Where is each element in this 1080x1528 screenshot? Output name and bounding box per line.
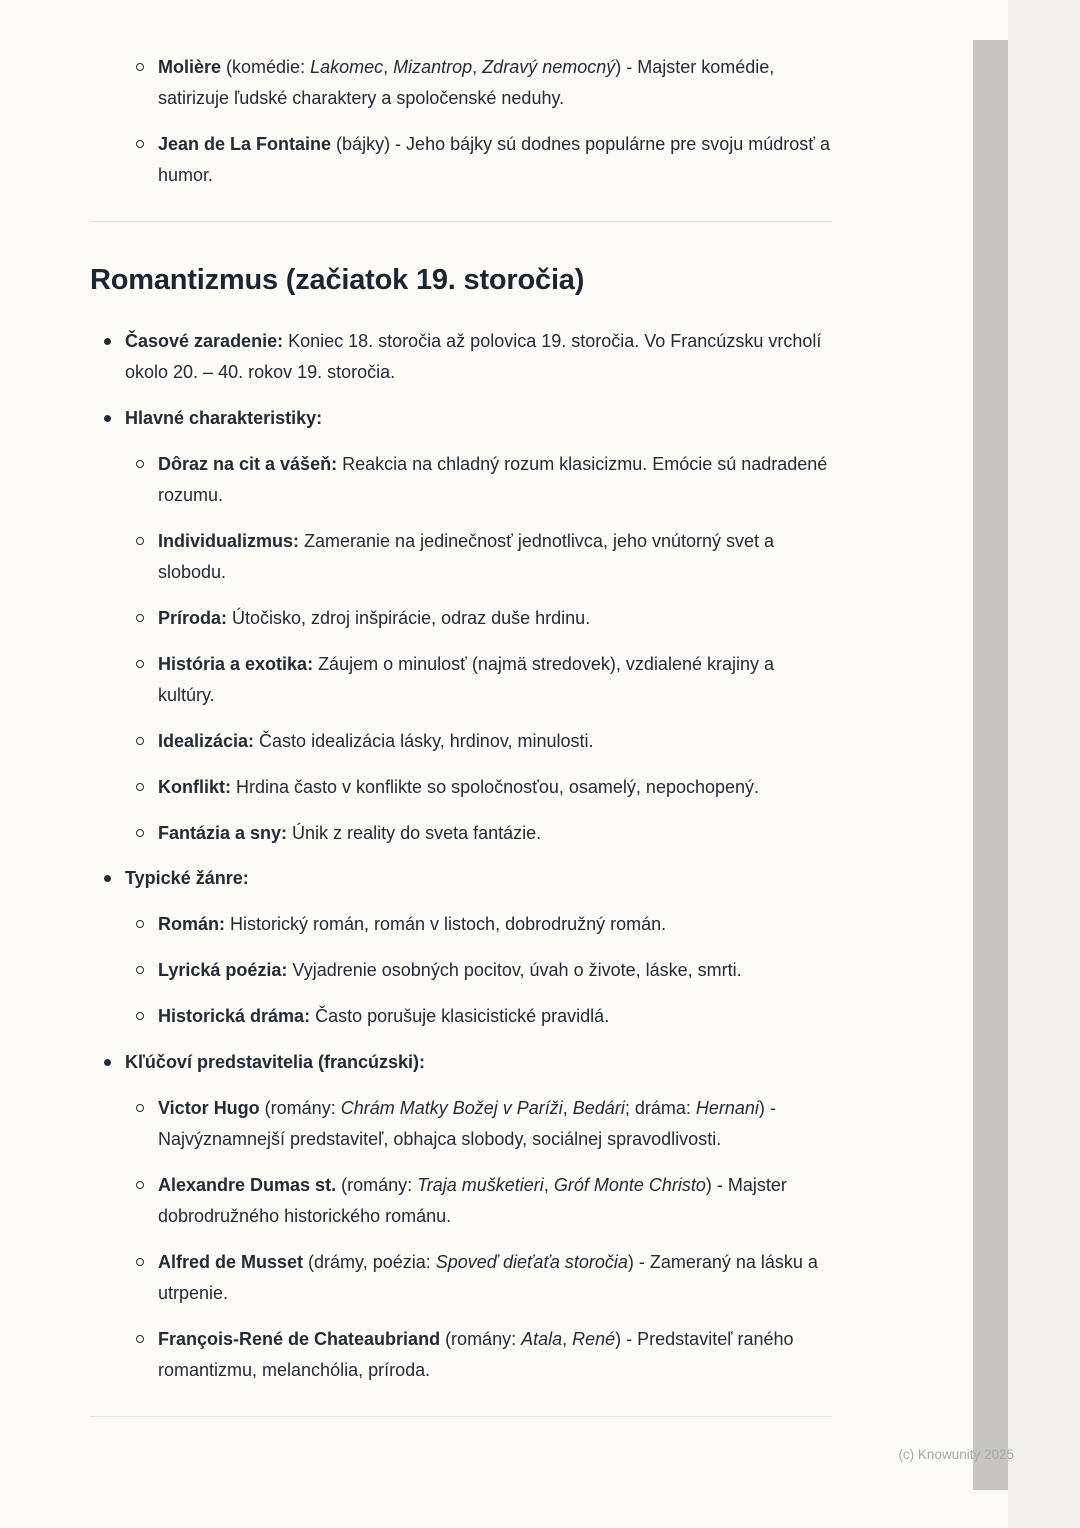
list-item	[90, 955, 832, 986]
list-item-text	[158, 726, 832, 757]
bold-text: Kľúčoví predstavitelia (francúzski):	[125, 1052, 426, 1073]
list-item-text	[158, 1170, 832, 1232]
list-item	[90, 772, 832, 803]
plain-text: Únik z reality do sveta fantázie.	[287, 822, 542, 843]
document-body	[90, 52, 832, 1417]
bold-text: Idealizácia:	[158, 730, 255, 751]
bold-text: Victor Hugo	[158, 1098, 260, 1119]
circle-bullet-icon	[136, 1104, 144, 1112]
list-item	[90, 52, 832, 114]
italic-title-text: Bedári	[572, 1098, 625, 1119]
section-heading: Romantizmus (začiatok 19. storočia)	[90, 263, 585, 296]
bold-text: Alfred de Musset	[158, 1252, 304, 1273]
italic-title-text: René	[572, 1328, 616, 1349]
bullet-list	[90, 326, 832, 1386]
italic-title-text: Atala	[521, 1328, 563, 1349]
plain-text: ) - Predstaviteľ raného romantizmu, melanchólia, príroda.	[158, 1328, 794, 1380]
circle-bullet-icon	[136, 614, 144, 622]
list-item	[90, 863, 832, 894]
bold-text: Lyrická poézia:	[158, 960, 288, 981]
plain-text: ,	[562, 1328, 573, 1349]
list-item-text	[158, 1324, 832, 1386]
circle-bullet-icon	[136, 1012, 144, 1020]
list-item-text	[158, 603, 832, 634]
list-item-text	[158, 526, 832, 588]
bold-text: Časové zaradenie:	[125, 331, 284, 352]
plain-text: Reakcia na chladný rozum klasicizmu. Emócie sú nadradené rozumu.	[158, 453, 828, 505]
plain-text: ; dráma:	[624, 1098, 696, 1119]
circle-bullet-icon	[136, 63, 144, 71]
italic-title-text: Traja mušketieri	[417, 1175, 544, 1196]
list-item-text	[125, 1047, 832, 1078]
list-item	[90, 1170, 832, 1232]
plain-text: ) - Majster komédie, satirizuje ľudské charaktery a spoločenské neduhy.	[158, 57, 775, 108]
plain-text: ) - Majster dobrodružného historického románu.	[158, 1175, 787, 1227]
list-item-text	[158, 449, 832, 511]
list-item-text	[158, 1247, 832, 1309]
bold-text: Jean de La Fontaine	[158, 133, 332, 154]
plain-text: ,	[543, 1175, 554, 1196]
circle-bullet-icon	[136, 460, 144, 468]
circle-bullet-icon	[136, 783, 144, 791]
plain-text: (komédie:	[221, 57, 311, 77]
italic-title-text: Zdravý nemocný	[482, 57, 616, 77]
list-item-text	[158, 129, 832, 191]
list-item	[90, 526, 832, 588]
italic-title-text: Spoveď dieťaťa storočia	[435, 1252, 628, 1273]
list-item-text	[158, 52, 832, 114]
list-item	[90, 449, 832, 511]
plain-text: Často idealizácia lásky, hrdinov, minulosti.	[254, 730, 594, 751]
bold-text: Román:	[158, 914, 225, 935]
bold-text: Typické žánre:	[125, 868, 249, 889]
plain-text: (romány:	[259, 1098, 341, 1119]
bold-text: Individualizmus:	[158, 530, 300, 551]
list-item	[90, 1047, 832, 1078]
circle-bullet-icon	[136, 1335, 144, 1343]
list-item-text	[125, 863, 832, 894]
plain-text: ,	[562, 1098, 573, 1119]
list-item	[90, 603, 832, 634]
section-divider	[90, 1416, 832, 1417]
plain-text: ) - Zameraný na lásku a utrpenie.	[158, 1252, 818, 1303]
list-item	[90, 818, 832, 849]
bold-text: Molière	[158, 57, 222, 77]
list-item	[90, 726, 832, 757]
list-item-text	[158, 1093, 832, 1155]
bold-text: Alexandre Dumas st.	[158, 1175, 337, 1196]
plain-text: (romány:	[336, 1175, 418, 1196]
plain-text: (romány:	[440, 1328, 522, 1349]
plain-text: Historický román, román v listoch, dobrodružný román.	[225, 914, 667, 935]
list-item	[90, 1001, 832, 1032]
circle-bullet-icon	[136, 737, 144, 745]
circle-bullet-icon	[136, 829, 144, 837]
list-item	[90, 326, 832, 388]
list-item-text	[125, 326, 832, 388]
disc-bullet-icon	[104, 1059, 111, 1066]
italic-title-text: Gróf Monte Christo	[553, 1175, 706, 1196]
list-item-text	[158, 649, 832, 711]
plain-text: (drámy, poézia:	[303, 1252, 436, 1273]
list-item-text	[158, 818, 832, 849]
bold-text: História a exotika:	[158, 653, 314, 674]
bold-text: Fantázia a sny:	[158, 822, 288, 843]
plain-text: ,	[472, 57, 483, 77]
bullet-list	[90, 52, 832, 191]
copyright-watermark: (c) Knowunity 2025	[898, 1447, 1014, 1462]
section-divider	[90, 221, 832, 222]
italic-title-text: Mizantrop	[393, 57, 473, 77]
list-item-text	[125, 403, 832, 434]
plain-text: Koniec 18. storočia až polovica 19. storočia. Vo Francúzsku vrcholí okolo 20. – 40. rokov 19. storočia.	[125, 331, 822, 383]
plain-text: Útočisko, zdroj inšpirácie, odraz duše hrdinu.	[227, 607, 591, 628]
italic-title-text: Chrám Matky Božej v Paríži	[340, 1098, 563, 1119]
list-item-text	[158, 909, 832, 940]
bold-text: Hlavné charakteristiky:	[125, 407, 323, 428]
disc-bullet-icon	[104, 875, 111, 882]
bold-text: Dôraz na cit a vášeň:	[158, 453, 338, 474]
plain-text: (bájky) - Jeho bájky sú dodnes populárne pre svoju múdrosť a humor.	[158, 133, 831, 185]
plain-text: Záujem o minulosť (najmä stredovek), vzdialené krajiny a kultúry.	[158, 653, 775, 705]
list-item-text	[158, 1001, 832, 1032]
circle-bullet-icon	[136, 1181, 144, 1189]
list-item	[90, 403, 832, 434]
bold-text: Konflikt:	[158, 776, 231, 797]
circle-bullet-icon	[136, 920, 144, 928]
document-content	[90, 0, 832, 1417]
list-item-text	[158, 772, 832, 803]
scrollbar-thumb[interactable]	[973, 40, 1008, 1490]
list-item	[90, 129, 832, 191]
plain-text: Často porušuje klasicistické pravidlá.	[310, 1006, 610, 1027]
circle-bullet-icon	[136, 537, 144, 545]
circle-bullet-icon	[136, 966, 144, 974]
list-item	[90, 1093, 832, 1155]
disc-bullet-icon	[104, 338, 111, 345]
plain-text: Vyjadrenie osobných pocitov, úvah o živote, láske, smrti.	[287, 960, 742, 981]
bold-text: Historická dráma:	[158, 1006, 311, 1027]
plain-text: ,	[383, 57, 394, 77]
circle-bullet-icon	[136, 140, 144, 148]
bold-text: Príroda:	[158, 607, 228, 628]
italic-title-text: Lakomec	[310, 57, 384, 77]
list-item	[90, 909, 832, 940]
bold-text: François-René de Chateaubriand	[158, 1328, 441, 1349]
plain-text: ) - Najvýznamnejší predstaviteľ, obhajca slobody, sociálnej spravodlivosti.	[158, 1098, 776, 1150]
circle-bullet-icon	[136, 1258, 144, 1266]
right-rail	[1008, 0, 1080, 1528]
circle-bullet-icon	[136, 660, 144, 668]
list-item	[90, 1247, 832, 1309]
plain-text: Hrdina často v konflikte so spoločnosťou, osamelý, nepochopený.	[230, 776, 760, 797]
italic-title-text: Hernani	[695, 1098, 759, 1119]
disc-bullet-icon	[104, 415, 111, 422]
list-item	[90, 1324, 832, 1386]
list-item	[90, 649, 832, 711]
list-item-text	[158, 955, 832, 986]
scrollbar-track[interactable]	[973, 0, 1008, 1528]
plain-text: Zameranie na jedinečnosť jednotlivca, jeho vnútorný svet a slobodu.	[158, 530, 775, 582]
